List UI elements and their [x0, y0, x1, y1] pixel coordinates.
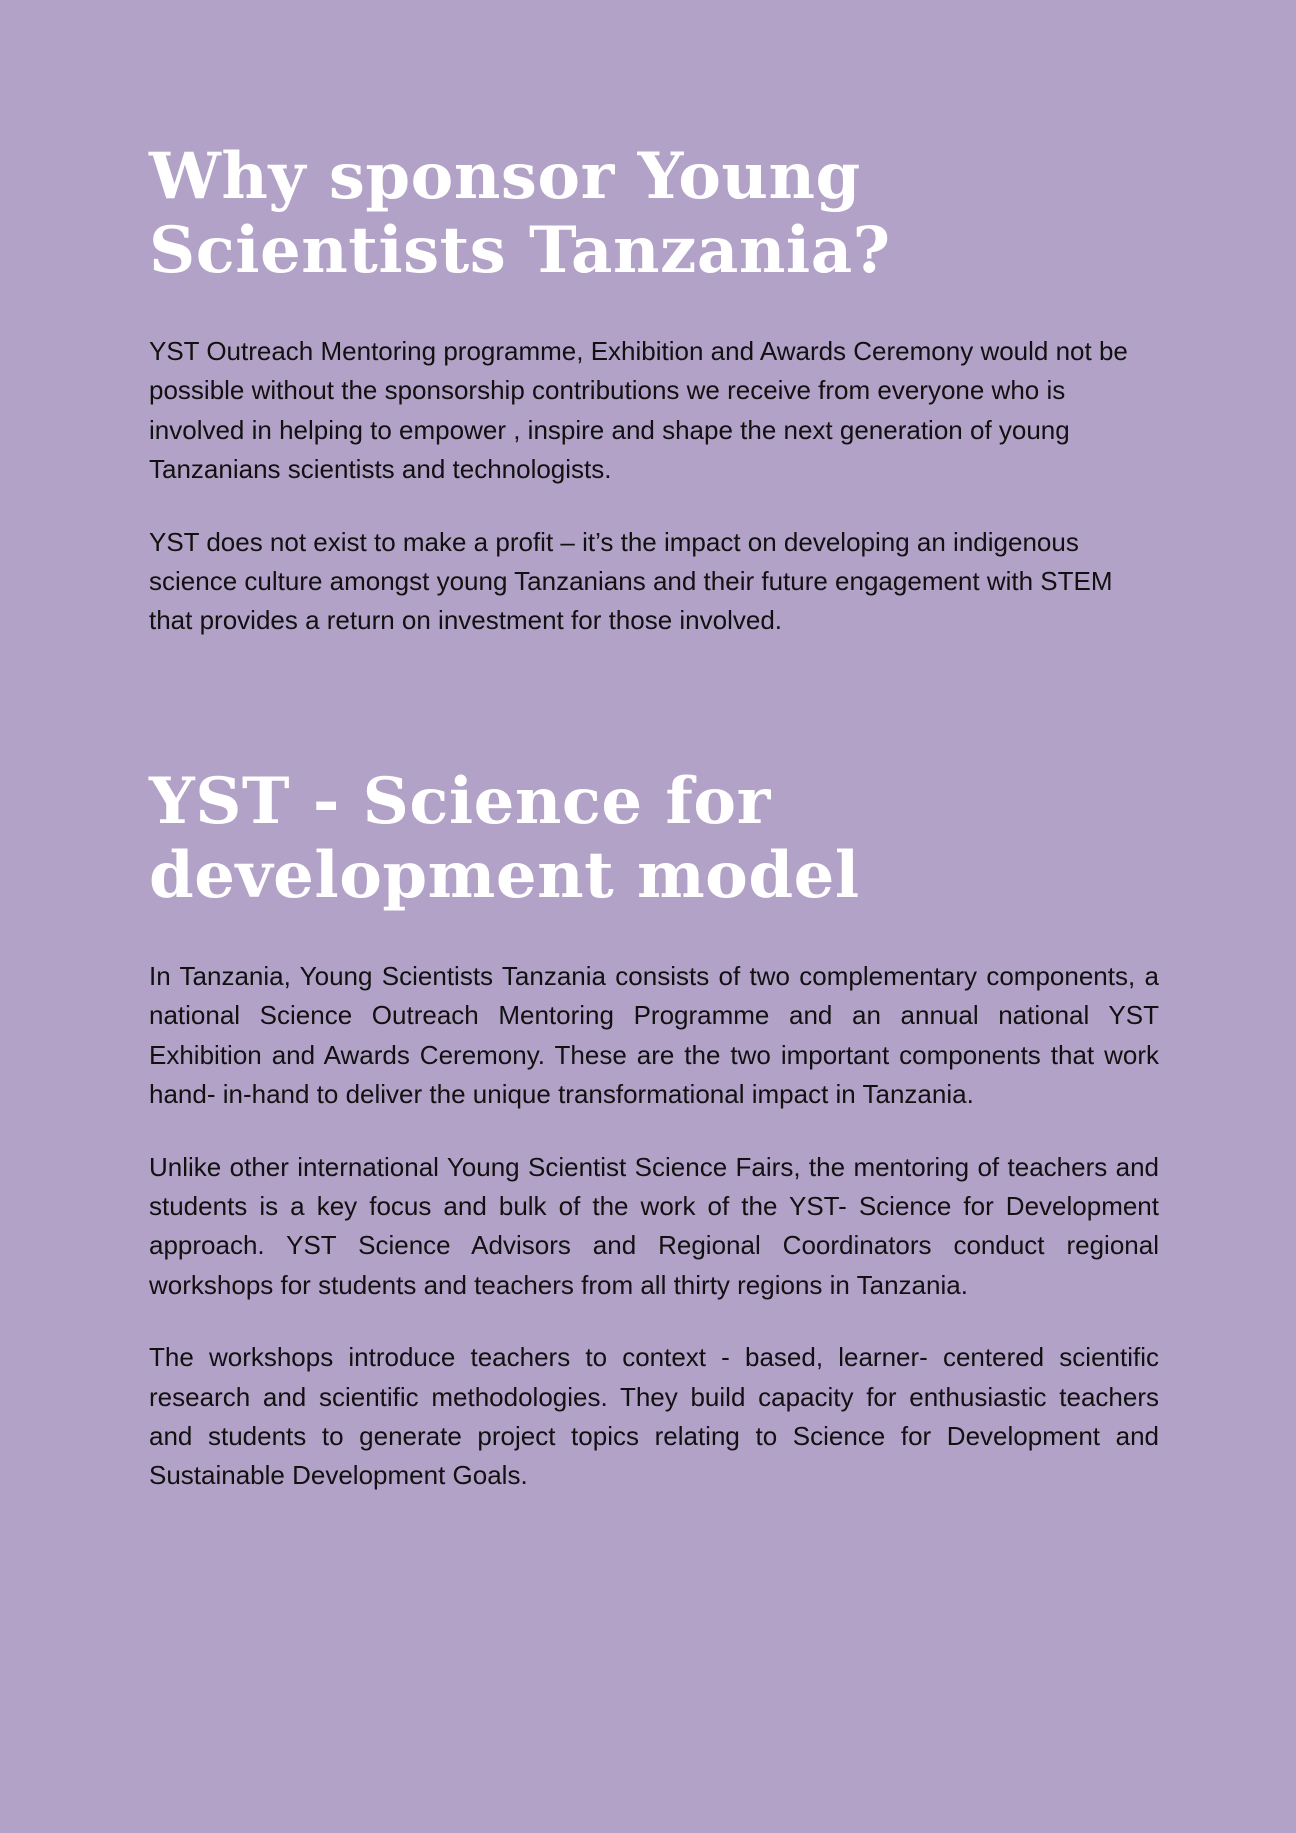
model-heading-line1: YST - Science for	[149, 764, 771, 839]
model-paragraph-3: The workshops introduce teachers to context - based, learner- centered scientific research and scientific methodologies. They build capacity for enthusiastic teachers and students to generate project topics relating to Science for Development and Sustainable Development Goals.	[149, 1342, 1159, 1491]
sponsor-paragraph-2: YST does not exist to make a profit – it’s the impact on developing an indigenous science culture amongst young Tanzanians and their future engagement with STEM that provides a return on investment for those involved.	[149, 526, 1113, 636]
model-section	[149, 765, 1159, 1529]
model-heading-line2: development model	[149, 838, 860, 913]
model-heading	[149, 765, 1159, 913]
sponsor-heading-line2: Scientists Tanzania?	[149, 213, 891, 288]
model-paragraph-2: Unlike other international Young Scientist Science Fairs, the mentoring of teachers and students is a key focus and bulk of the work of the YST- Science for Development approach. YST Science Advisors and Regional Coordinators conduct regional workshops for students and teachers from all thirty regions in Tanzania.	[149, 1151, 1159, 1300]
sponsor-heading	[149, 140, 1159, 288]
model-paragraph-1: In Tanzania, Young Scientists Tanzania consists of two complementary components, a national Science Outreach Mentoring Programme and an annual national YST Exhibition and Awards Ceremony. These are the two important components that work hand- in-hand to deliver the unique transformational impact in Tanzania.	[149, 961, 1159, 1110]
sponsor-section	[149, 140, 1159, 674]
sponsor-heading-line1: Why sponsor Young	[149, 139, 861, 214]
sponsor-paragraph-1: YST Outreach Mentoring programme, Exhibition and Awards Ceremony would not be possible without the sponsorship contributions we receive from everyone who is involved in helping to empower , inspire and shape the next generation of young Tanzanians scientists and technologists.	[149, 336, 1128, 485]
